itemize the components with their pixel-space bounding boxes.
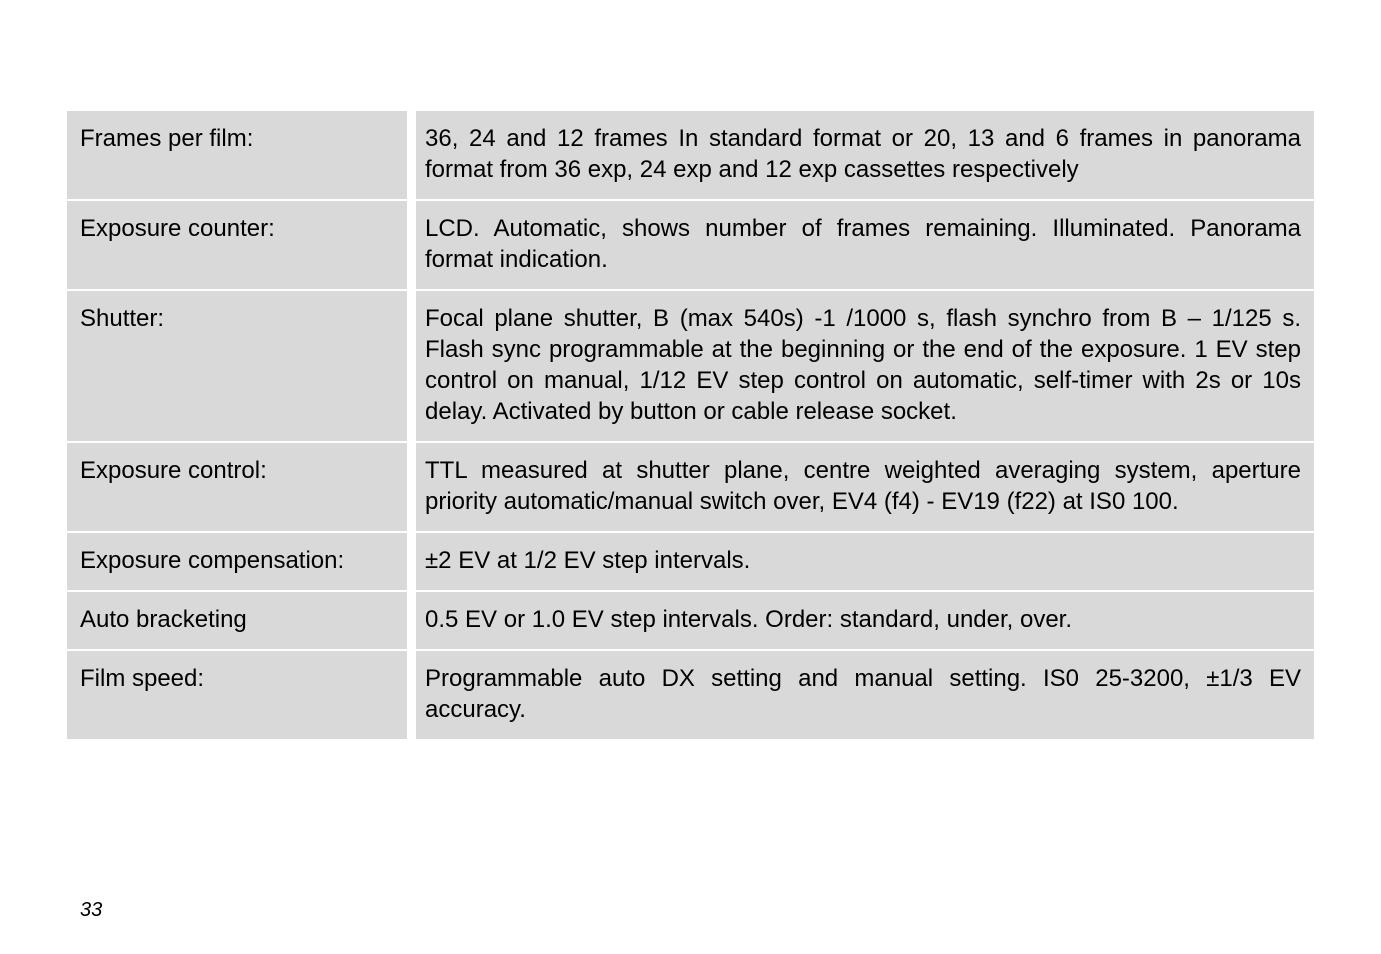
- spec-label: Shutter:: [67, 291, 407, 441]
- spec-row-exposure-compensation: [67, 533, 1314, 592]
- spec-value: 36, 24 and 12 frames In standard format or 20, 13 and 6 frames in panorama format from 36 exp, 24 exp and 12 exp cassettes respectively: [416, 111, 1314, 199]
- spec-row-exposure-control: [67, 443, 1314, 533]
- spec-value: LCD. Automatic, shows number of frames remaining. Illuminated. Panorama format indication.: [416, 201, 1314, 289]
- spec-label: Exposure control:: [67, 443, 407, 531]
- specifications-table: [67, 111, 1314, 741]
- spec-label: Exposure counter:: [67, 201, 407, 289]
- column-divider: [407, 443, 416, 531]
- page-number: 33: [80, 899, 103, 921]
- spec-row-film-speed: [67, 651, 1314, 741]
- column-divider: [407, 111, 416, 199]
- spec-row-shutter: [67, 291, 1314, 443]
- spec-label: Frames per film:: [67, 111, 407, 199]
- spec-row-exposure-counter: [67, 201, 1314, 291]
- spec-row-auto-bracketing: [67, 592, 1314, 651]
- spec-label: Auto bracketing: [67, 592, 407, 649]
- column-divider: [407, 291, 416, 441]
- spec-value: TTL measured at shutter plane, centre weighted averaging system, aperture priority automatic/manual switch over, EV4 (f4) - EV19 (f22) at IS0 100.: [416, 443, 1314, 531]
- column-divider: [407, 533, 416, 590]
- spec-row-frames-per-film: [67, 111, 1314, 201]
- spec-value: Focal plane shutter, B (max 540s) -1 /1000 s, flash synchro from B – 1/125 s. Flash sync programmable at the beginning or the end of the exposure. 1 EV step control on manual, 1/12 EV step control on automatic, self-timer with 2s or 10s delay. Activated by button or cable release socket.: [416, 291, 1314, 441]
- spec-value: 0.5 EV or 1.0 EV step intervals. Order: standard, under, over.: [416, 592, 1314, 649]
- column-divider: [407, 201, 416, 289]
- spec-label: Exposure compensation:: [67, 533, 407, 590]
- column-divider: [407, 592, 416, 649]
- column-divider: [407, 651, 416, 739]
- spec-value: Programmable auto DX setting and manual setting. IS0 25-3200, ±1/3 EV accuracy.: [416, 651, 1314, 739]
- spec-label: Film speed:: [67, 651, 407, 739]
- spec-value: ±2 EV at 1/2 EV step intervals.: [416, 533, 1314, 590]
